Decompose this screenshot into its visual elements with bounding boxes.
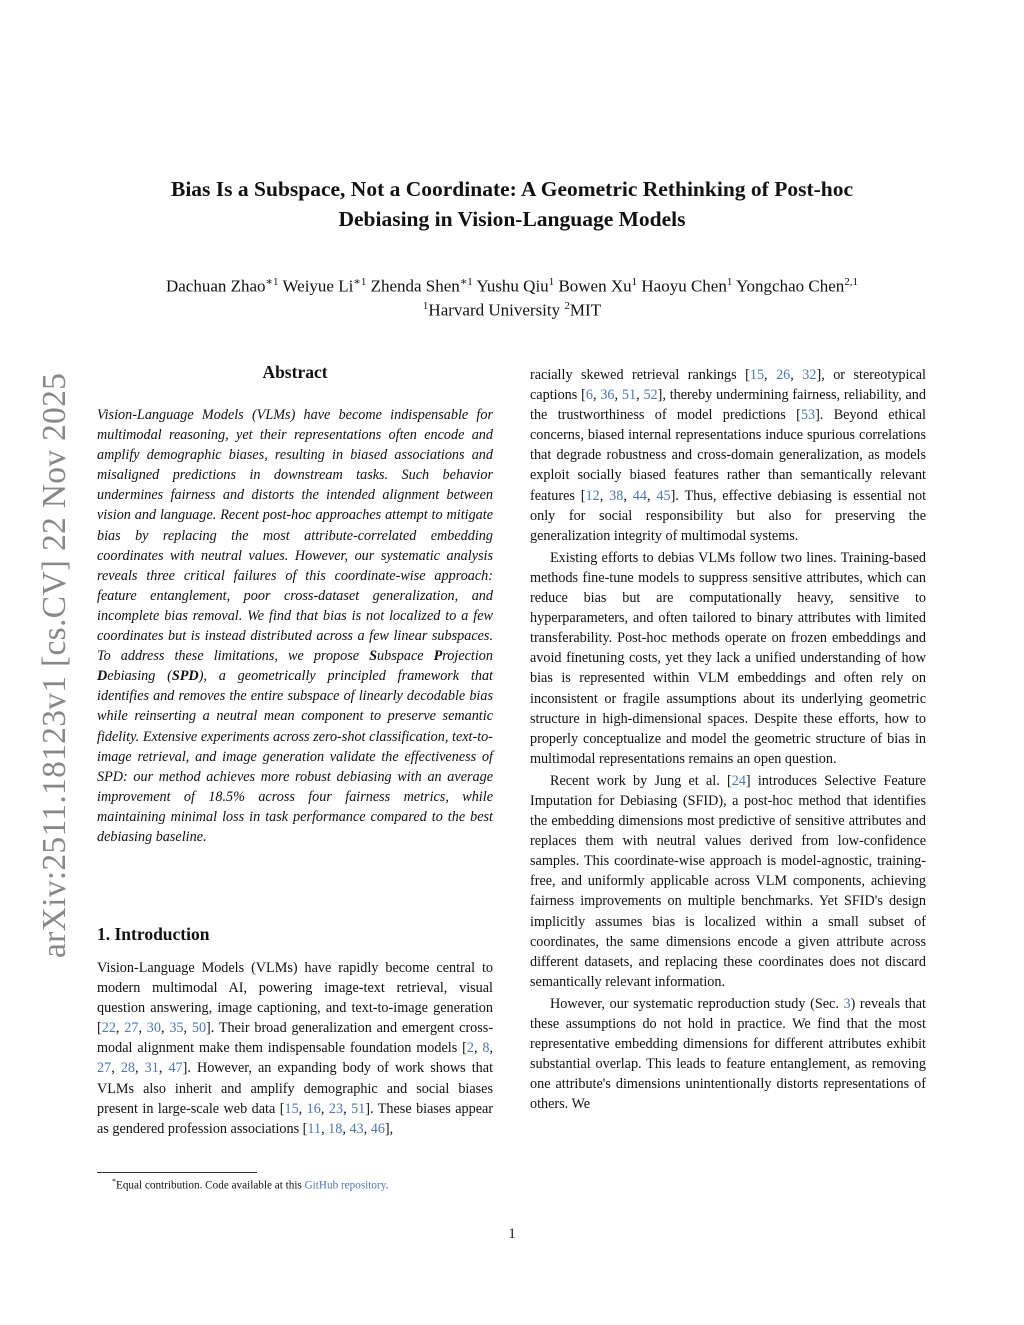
citation-link[interactable]: 30 [146, 1020, 161, 1037]
affiliation-list [60, 294, 964, 323]
citation-link[interactable]: 45 [656, 487, 671, 504]
author-name: Yushu Qiu [476, 276, 549, 296]
citation-link[interactable]: 53 [800, 407, 816, 424]
citation-link[interactable]: 35 [169, 1020, 184, 1037]
body-paragraph: Recent work by Jung et al. [24] introduces Selective Feature Imputation for Debiasing (SFID), a post-hoc method that identifies the embedding dimensions most predictive of sensitive attributes and replaces them with neutral values derived from low-confidence samples. This coordinate-wise approach is model-agnostic, training-free, and uniformly applicable across VLM components, achieving fairness improvements on multiple benchmarks. Yet SFID's design implicitly assumes bias is localized within a small subset of coordinates, the same dimensions encode a given attribute across different datasets, and replacing these coordinates does not discard semantically relevant information. [530, 772, 926, 990]
footnote-divider [97, 1172, 257, 1173]
citation-link[interactable]: 18 [328, 1120, 343, 1137]
abstract-heading: Abstract [262, 362, 328, 382]
section-heading: 1. Introduction [97, 924, 210, 944]
body-paragraph: However, our systematic reproduction study (Sec. 3) reveals that these assumptions do not hold in practice. We find that the most representative embedding dimensions for different attributes exhibit substantial overlap. This leads to feature entanglement, as removing one attribute's dimensions unintentionally distorts representations of others. We [530, 995, 926, 1113]
title-line-1: Bias Is a Subspace, Not a Coordinate: A Geometric Rethinking of Post-hoc [170, 177, 854, 201]
citation-link[interactable]: 31 [144, 1060, 159, 1077]
author-affiliation-mark: 1 [548, 276, 555, 288]
paper-title [80, 174, 944, 234]
affiliation-mark: 1 [422, 300, 429, 312]
affiliation-mark: 2 [564, 300, 570, 312]
citation-link[interactable]: 16 [306, 1100, 321, 1117]
footnote-text: Equal contribution. Code available at this [116, 1179, 305, 1192]
author-affiliation-mark: ∗1 [459, 276, 473, 288]
citation-link[interactable]: 51 [351, 1100, 366, 1117]
author-affiliation-mark: 1 [726, 276, 733, 288]
section-ref-link[interactable]: 3 [843, 995, 851, 1012]
citation-link[interactable]: 32 [802, 367, 817, 383]
citation-link[interactable]: 46 [370, 1120, 385, 1137]
citation-link[interactable]: 12 [585, 487, 600, 504]
affiliation-name: MIT [569, 300, 602, 320]
intro-paragraph: Vision-Language Models (VLMs) have rapidly become central to modern multimodal AI, powering image-text retrieval, visual question answering, image captioning, and text-to-image generation [22, 27, 30, 35, 50]. Their broad generalization and emergent cross-modal alignment make them indispensable foundation models [2, 8, 27, 28, 31, 47]. However, an expanding body of work shows that VLMs also inherit and amplify demographic and social biases present in large-scale web data [15, 16, 23, 51]. These biases appear as gendered profession associations [11, 18, 43, 46], [97, 960, 494, 1137]
citation-link[interactable]: 11 [307, 1120, 322, 1137]
citation-link[interactable]: 26 [776, 367, 791, 383]
citation-link[interactable]: 36 [600, 387, 615, 404]
citation-link[interactable]: 6 [585, 387, 593, 404]
intro-right-column [530, 365, 926, 1114]
author-affiliation-mark: 1 [631, 276, 638, 288]
citation-link[interactable]: 8 [482, 1040, 490, 1057]
intro-left-column [97, 958, 493, 1139]
citation-link[interactable]: 27 [97, 1060, 112, 1077]
author-name: Zhenda Shen [370, 276, 460, 296]
citation-link[interactable]: 52 [643, 387, 658, 404]
author-name: Yongchao Chen [735, 276, 845, 296]
citation-link[interactable]: 28 [120, 1060, 135, 1077]
body-paragraph: Existing efforts to debias VLMs follow two lines. Training-based methods fine-tune models to suppress sensitive attributes, which can reduce bias but are computationally heavy, sensitive to hyperparameters, and often tailored to binary attributes with limited transferability. Post-hoc methods operate on frozen embeddings and avoid finetuning costs, yet they lack a unified understanding of how bias is represented within VLM embeddings and often rely on inconsistent or fragile assumptions about its underlying geometric structure in high-dimensional spaces. Despite these efforts, how to properly conceptualize and model the geometric structure of bias in multimodal representations remains an open question. [530, 549, 926, 767]
citation-link[interactable]: 24 [731, 772, 746, 789]
citation-link[interactable]: 51 [621, 387, 637, 404]
arxiv-stamp: arXiv:2511.18123v1 [cs.CV] 22 Nov 2025 [36, 372, 73, 958]
body-paragraph: racially skewed retrieval rankings [15, 26, 32], or stereotypical captions [6, 36, 51, 52], thereby undermining fairness, reliability, and the trustworthiness of model predictions [53]. Beyond ethical concerns, biased internal representations induce spurious correlations that degrade robustness and cross-domain generalization, as models exploit socially biased features rather than semantically relevant features [12, 38, 44, 45]. Thus, effective debiasing is essential not only for social responsibility but also for preserving the generalization integrity of multimodal systems. [530, 367, 927, 544]
author-affiliation-mark: ∗1 [353, 276, 367, 288]
author-affiliation-mark: ∗1 [265, 276, 279, 288]
citation-link[interactable]: 2 [466, 1040, 474, 1057]
author-name: Haoyu Chen [641, 276, 727, 296]
citation-link[interactable]: 15 [749, 367, 765, 383]
author-name: Bowen Xu [558, 276, 632, 296]
citation-link[interactable]: 23 [328, 1100, 344, 1117]
citation-link[interactable]: 50 [191, 1020, 207, 1037]
author-affiliation-mark: 2,1 [844, 276, 859, 288]
footnote: *Equal contribution. Code available at this GitHub repository. [112, 1177, 389, 1192]
page-number: 1 [508, 1226, 516, 1242]
citation-link[interactable]: 22 [101, 1020, 116, 1037]
footnote-mark: * [112, 1177, 116, 1186]
title-line-2: Debiasing in Vision-Language Models [338, 207, 686, 231]
citation-link[interactable]: 44 [632, 487, 647, 504]
github-link[interactable]: GitHub repository [304, 1179, 386, 1192]
citation-link[interactable]: 38 [609, 487, 624, 504]
author-name: Dachuan Zhao [165, 276, 266, 296]
citation-link[interactable]: 43 [349, 1120, 364, 1137]
author-name: Weiyue Li [282, 276, 354, 296]
citation-link[interactable]: 27 [124, 1020, 139, 1037]
citation-link[interactable]: 15 [284, 1100, 299, 1117]
abstract-text: Vision-Language Models (VLMs) have become indispensable for multimodal reasoning, yet their representations often encode and amplify demographic biases, resulting in biased associations and misaligned predictions in downstream tasks. Such behavior undermines fairness and distorts the intended alignment between vision and language. Recent post-hoc approaches attempt to mitigate bias by replacing the most attribute-correlated embedding coordinates with neutral values. However, our systematic analysis reveals three critical failures of this coordinate-wise approach: feature entanglement, poor cross-dataset generalization, and incomplete bias removal. We find that bias is not localized to a few coordinates but is instead distributed across a few linear subspaces. To address these limitations, we propose Subspace Projection Debiasing (SPD), a geometrically principled framework that identifies and removes the entire subspace of linearly decodable bias while reinserting a neutral mean component to preserve semantic fidelity. Extensive experiments across zero-shot classification, text-to-image retrieval, and image generation validate the effectiveness of SPD: our method achieves more robust debiasing with an average improvement of 18.5% across four fairness metrics, while maintaining minimal loss in task performance compared to the best debiasing baseline. [97, 407, 493, 845]
affiliation-name: Harvard University [428, 300, 561, 320]
citation-link[interactable]: 47 [168, 1060, 183, 1077]
